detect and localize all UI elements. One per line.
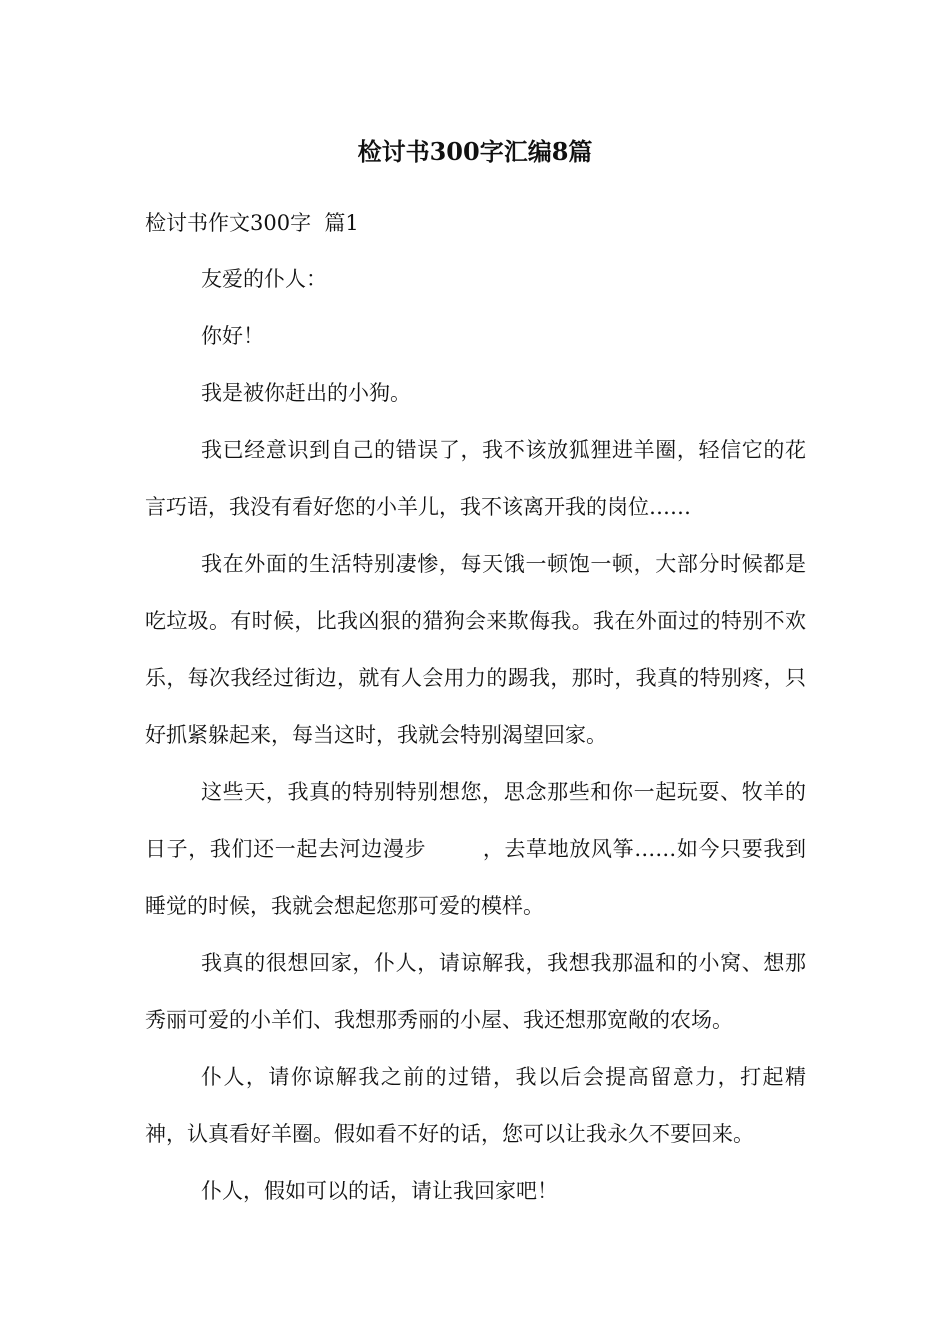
paragraph-missing-part1: 这些天，我真的特别特别想您，思念那些和你一起玩耍、牧羊的日子，我们还一起去河边漫步 (145, 780, 806, 861)
paragraph-salutation: 友爱的仆人： (201, 267, 327, 291)
paragraph-want-home: 我真的很想回家，仆人，请谅解我，我想我那温和的小窝、想那秀丽可爱的小羊们、我想那秀丽的小屋、我还想那宽敞的农场。 (145, 951, 806, 1032)
paragraph-greeting: 你好！ (201, 324, 264, 348)
paragraph-closing: 仆人，假如可以的话，请让我回家吧！ (201, 1179, 558, 1203)
paragraph-missing (145, 764, 806, 935)
paragraph-promise: 仆人，请你谅解我之前的过错，我以后会提高留意力，打起精神，认真看好羊圈。假如看不好的话，您可以让我永久不要回来。 (145, 1065, 806, 1146)
document-title: 检讨书300字汇编8篇 (357, 137, 593, 166)
paragraph-life-outside: 我在外面的生活特别凄惨，每天饿一顿饱一顿，大部分时候都是吃垃圾。有时候，比我凶狠的猎狗会来欺侮我。我在外面过的特别不欢乐，每次我经过街边，就有人会用力的踢我，那时，我真的特别疼，只好抓紧躲起来，每当这时，我就会特别渴望回家。 (145, 552, 806, 747)
section-heading: 检讨书作文300字 篇1 (145, 211, 359, 235)
paragraph-intro: 我是被你赶出的小狗。 (201, 381, 411, 405)
paragraph-missing-part2: ，去草地放风筝……如今只要我到睡觉的时候，我就会想起您那可爱的模样。 (145, 837, 807, 918)
paragraph-mistake: 我已经意识到自己的错误了，我不该放狐狸进羊圈，轻信它的花言巧语，我没有看好您的小羊儿，我不该离开我的岗位…… (145, 438, 806, 519)
